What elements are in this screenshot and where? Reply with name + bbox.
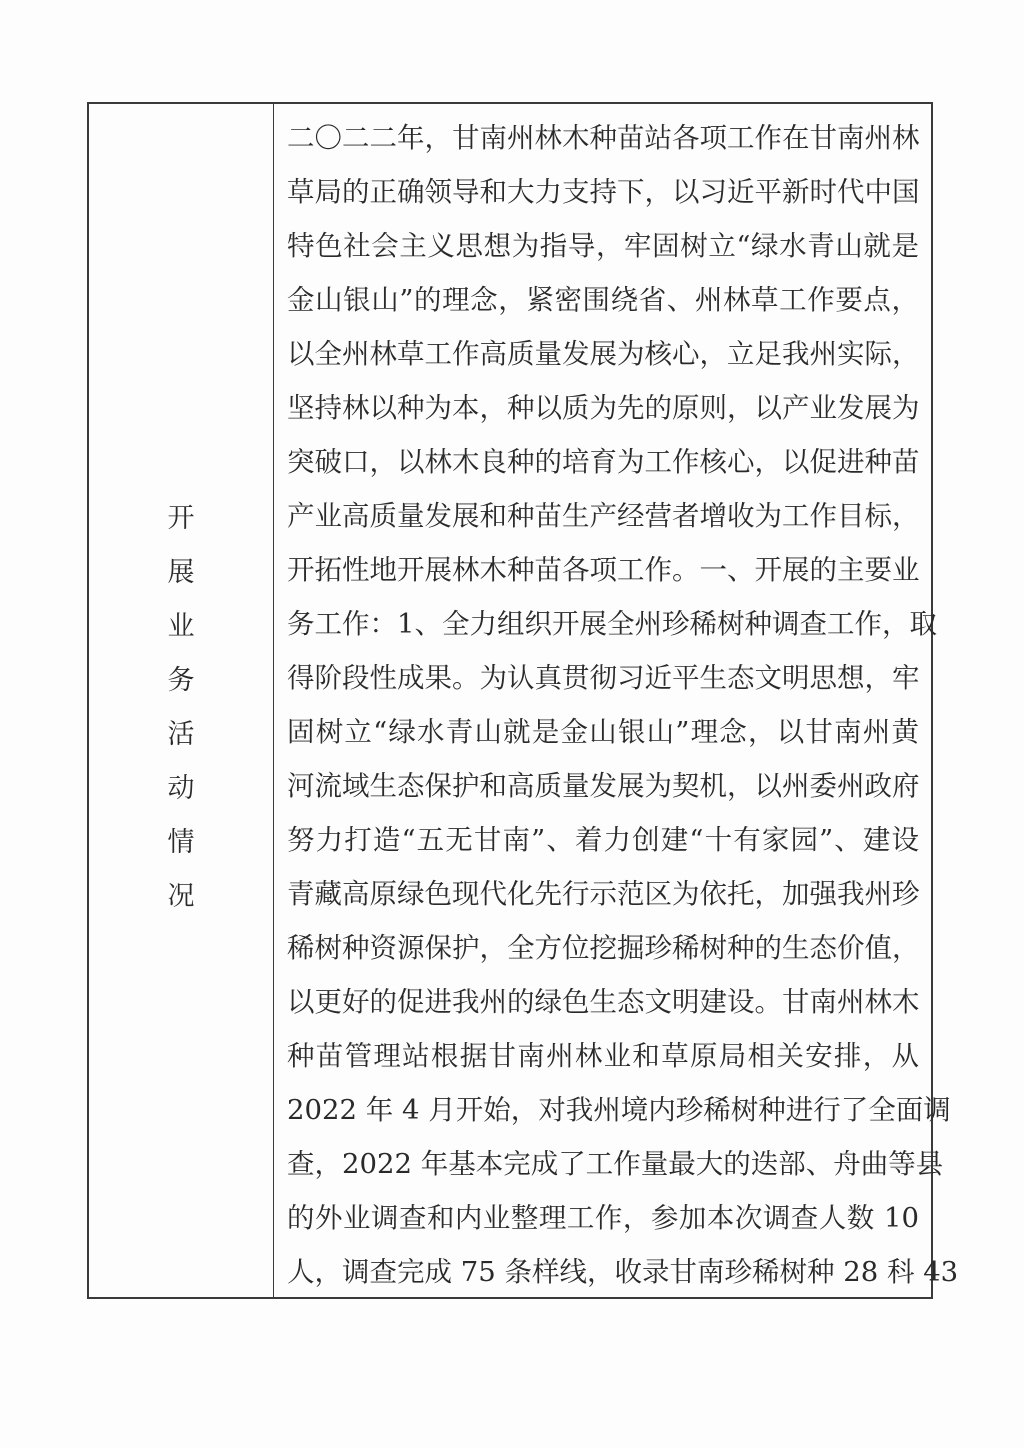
label-char: 业 (167, 611, 195, 642)
content-line: 坚持林以种为本，种以质为先的原则，以产业发展为 (287, 392, 920, 424)
content-line: 努力打造“五无甘南”、着力创建“十有家园”、建设 (287, 824, 919, 856)
column-divider (273, 104, 274, 1297)
label-cell (89, 104, 273, 1297)
content-line: 特色社会主义思想为指导，牢固树立“绿水青山就是 (287, 230, 919, 262)
content-line: 突破口，以林木良种的培育为工作核心，以促进种苗 (287, 446, 920, 478)
content-line: 种苗管理站根据甘南州林业和草原局相关安排，从 (287, 1040, 919, 1072)
label-char: 开 (167, 503, 195, 534)
label-char: 情 (167, 827, 195, 858)
content-line: 产业高质量发展和种苗生产经营者增收为工作目标， (287, 500, 920, 532)
content-line: 的外业调查和内业整理工作，参加本次调查人数 10 (287, 1202, 919, 1234)
content-line: 以全州林草工作高质量发展为核心，立足我州实际， (287, 338, 920, 370)
content-line: 2022 年 4 月开始，对我州境内珍稀树种进行了全面调 (287, 1094, 951, 1126)
content-line: 草局的正确领导和大力支持下，以习近平新时代中国 (287, 176, 920, 208)
activity-table (87, 102, 959, 1299)
content-line: 务工作：1、全力组织开展全州珍稀树种调查工作，取 (287, 608, 937, 640)
label-char: 动 (167, 773, 195, 804)
content-line: 人，调查完成 75 条样线，收录甘南珍稀树种 28 科 43 (287, 1256, 959, 1288)
content-line: 开拓性地开展林木种苗各项工作。一、开展的主要业 (287, 554, 920, 586)
label-char: 务 (167, 665, 195, 696)
content-line: 金山银山”的理念，紧密围绕省、州林草工作要点， (287, 284, 919, 316)
content-line: 得阶段性成果。为认真贯彻习近平生态文明思想，牢 (287, 662, 920, 694)
content-line: 青藏高原绿色现代化先行示范区为依托，加强我州珍 (287, 878, 920, 910)
content-line: 查，2022 年基本完成了工作量最大的迭部、舟曲等县 (287, 1148, 944, 1180)
content-cell (275, 104, 959, 1297)
label-char: 活 (167, 719, 195, 750)
content-line: 以更好的促进我州的绿色生态文明建设。甘南州林木 (287, 986, 920, 1018)
label-char: 况 (167, 881, 195, 912)
label-char: 展 (167, 557, 195, 588)
content-line: 二〇二二年，甘南州林木种苗站各项工作在甘南州林 (287, 122, 920, 154)
content-line: 河流域生态保护和高质量发展为契机，以州委州政府 (287, 770, 920, 802)
content-line: 稀树种资源保护，全方位挖掘珍稀树种的生态价值， (287, 932, 920, 964)
content-line: 固树立“绿水青山就是金山银山”理念，以甘南州黄 (287, 716, 919, 748)
